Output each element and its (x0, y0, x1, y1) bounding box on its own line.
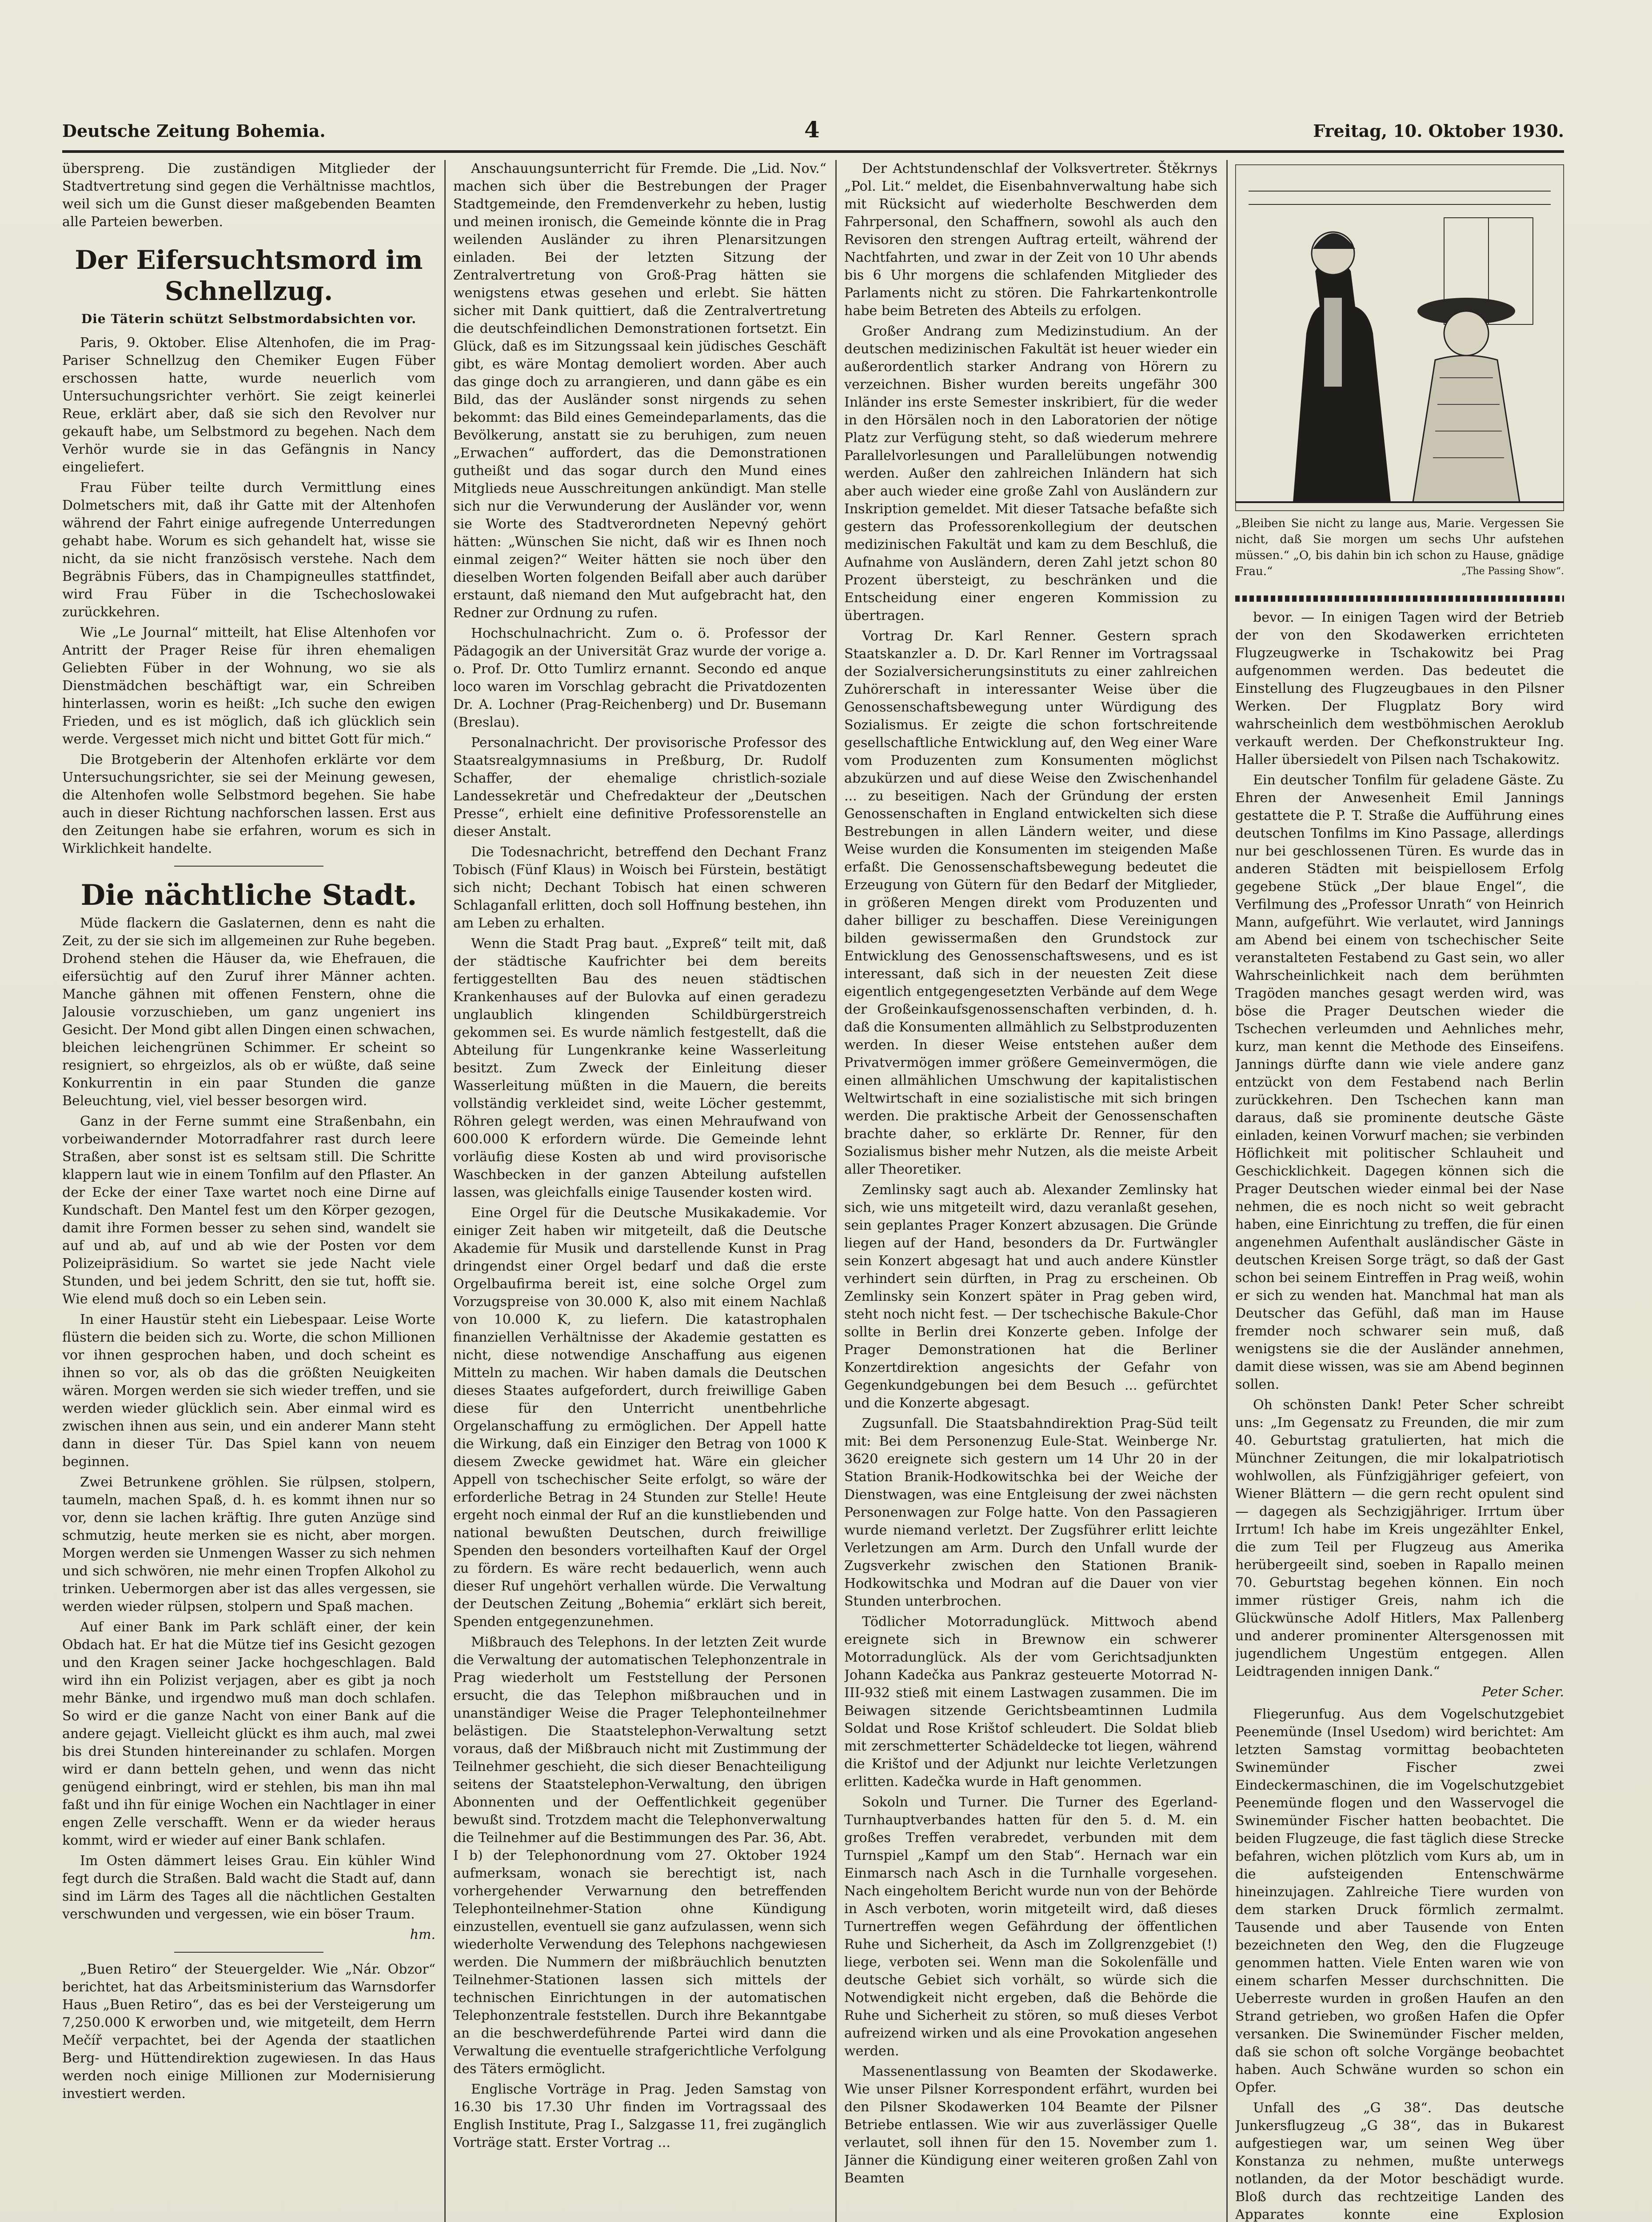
cartoon-illustration (1235, 164, 1564, 511)
paragraph: Fliegerunfug. Aus dem Vogelschutzgebiet Peenemünde (Insel Usedom) wird berichtet: Am letzten Samstag vormittag beobachteten Swinemünder Fischer zwei Eindeckermaschinen, die im Vogelschutzgebiet Peenemünde flogen und den Wasservogel die Swinemünder Fischer hatten beobachtet. Die beiden Flugzeuge, die fast täglich diese Strecke befahren, wichen plötzlich vom Kurs ab, um in die aufsteigenden Entenschwärme hineinzujagen. Zahlreiche Tiere wurden von dem starken Druck förmlich zermalmt. Tausende und aber Tausende von Enten bezeichneten den Weg, den die Flugzeuge genommen hatten. Viele Enten waren wie von einem scharfen Messer durchschnitten. Die Ueberreste wurden in großen Haufen an den Strand getrieben, wo großen Hafen die Opfer versanken. Die Swinemünder Fischer melden, daß sie schon oft solche Vorgänge beobachtet haben. Auch Schwäne wurden so schon ein Opfer. (1235, 1706, 1564, 2095)
paragraph: Tödlicher Motorradunglück. Mittwoch abend ereignete sich in Brewnow ein schwerer Motorradunglück. Als der vom Gerichtsadjunkten Johann Kadečka aus Pankraz gesteuerte Motorrad N-III-932 stieß mit einem Lastwagen zusammen. Die im Beiwagen sitzende Gerichtsbeamtinnen Ludmila Soldat und Rose Krištof schleudert. Die Soldat blieb mit zerschmetterter Schädeldecke tot liegen, während die Krištof und der Adjunkt nur leichte Verletzungen erlitten. Kadečka wurde in Haft genommen. (844, 1614, 1217, 1790)
paragraph: Zemlinsky sagt auch ab. Alexander Zemlinsky hat sich, wie uns mitgeteilt wird, dazu veranlaßt gesehen, sein geplantes Prager Konzert abzusagen. Die Gründe liegen auf der Hand, besonders da Dr. Furtwängler sein Konzert abgesagt hat und auch andere Künstler verhindert sein dürften, in Prag zu erscheinen. Ob Zemlinsky sein Konzert später in Prag geben wird, steht noch nicht fest. — Der tschechische Bakule-Chor sollte in Berlin drei Konzerte geben. Infolge der Prager Demonstrationen hat die Berliner Konzertdirektion angesichts der Gefahr von Gegenkundgebungen bei dem Besuch ... gefürchtet und die Konzerte abgesagt. (844, 1182, 1217, 1411)
article-intro: überspreng. Die zuständigen Mitglieder der Stadtvertretung sind gegen die Verhältnisse machtlos, weil sich um die Gunst dieser maßgebenden Beamten alle Parteien bewerben. (62, 161, 435, 230)
paragraph: Im Osten dämmert leises Grau. Ein kühler Wind fegt durch die Straßen. Bald wacht die Stadt auf, dann sind im Lärm des Tages all die nächtlichen Gestalten verschwunden und vergessen, wie ein böser Traum. (62, 1853, 435, 1922)
paragraph: Ganz in der Ferne summt eine Straßenbahn, ein vorbeiwandernder Motorradfahrer rast durch leere Straßen, aber sonst ist es seltsam still. Die Schritte klappern laut wie in einem Tonfilm auf den Pflaster. An der Ecke der einer Taxe wartet noch eine Dirne auf Kundschaft. Den Mantel fest um den Körper gezogen, damit ihre Formen besser zu sehen sind, wandelt sie auf und ab, auf und ab wie der Posten vor dem Polizeipräsidium. So wartet sie jede Nacht viele Stunden, und bei jedem Schritt, den sie tut, hofft sie. Wie elend muß doch so ein Leben sein. (62, 1114, 435, 1307)
paragraph: Anschauungsunterricht für Fremde. Die „Lid. Nov.“ machen sich über die Bestrebungen der Prager Stadtgemeinde, den Fremdenverkehr zu heben, lustig und meinen ironisch, die Gemeinde könnte die in Prag weilenden Ausländer zu ihren Plenarsitzungen einladen. Bei der letzten Sitzung der Zentralvertretung von Groß-Prag hätten sie wenigstens etwas gesehen und erlebt. Sie hätten sicher mit Dank quittiert, daß die Zentralvertretung die deutschfeindlichen Demonstrationen fortsetzt. Ein Glück, daß es im Sitzungssaal kein jüdisches Geschäft gibt, es wäre Montag demoliert worden. Aber auch das ginge doch zu arrangieren, und dann gäbe es ein Bild, das der Ausländer sonst nirgends zu sehen bekommt: das Bild eines Gemeindeparlaments, das die Bevölkerung, anstatt sie zu beruhigen, zum neuen „Erwachen“ auffordert, das die Demonstrationen gutheißt und das sogar durch den Mund eines Mitglieds neue Ausschreitungen ankündigt. Man stelle sich nur die Verwunderung der Ausländer vor, wenn sie Worte des Stadtverordneten Nepevný gehört hätten: „Wünschen Sie nicht, daß wir es Ihnen noch einmal zeigen?“ Weiter hätten sie noch über den dieselben Worten folgenden Beifall aber auch darüber erstaunt, daß niemand den Mut aufgebracht hat, den Redner zur Ordnung zu rufen. (453, 161, 826, 621)
column-separator (835, 160, 837, 2222)
author-signature: hm. (410, 1927, 435, 1942)
section-divider (174, 1952, 323, 1953)
paragraph: Der Achtstundenschlaf der Volksvertreter. Štěkrnys „Pol. Lit.“ meldet, die Eisenbahnverwaltung habe sich mit Rücksicht auf wiederholte Beschwerden dem Fahrpersonal, den Schaffnern, sowohl als auch den Revisoren den strengen Auftrag erteilt, während der Nachtfahrten, und zwar in der Zeit von 10 Uhr abends bis 6 Uhr morgens die schlafenden Mitglieder des Parlaments nicht zu stören. Die Fahrkartenkontrolle habe beim Betreten des Abteils zu erfolgen. (844, 161, 1217, 319)
paragraph: Englische Vorträge in Prag. Jeden Samstag von 16.30 bis 17.30 Uhr finden im Vortragssaal des English Institute, Prag I., Salzgasse 11, frei zugänglich Vorträge statt. Erster Vortrag ... (453, 2082, 826, 2150)
masthead (62, 116, 1564, 148)
paragraph: Paris, 9. Oktober. Elise Altenhofen, die im Prag-Pariser Schnellzug den Chemiker Eugen Füber erschossen hatte, wurde neuerlich vom Untersuchungsrichter verhört. Sie zeigt keinerlei Reue, erklärt aber, daß sie sich den Revolver nur gekauft habe, um Selbstmord zu begehen. Nach dem Verhör wurde sie in das Gefängnis in Nancy eingeliefert. (62, 335, 435, 475)
headline-naechtliche-stadt: Die nächtliche Stadt. (80, 879, 417, 912)
paragraph: Unfall des „G 38“. Das deutsche Junkersflugzeug „G 38“, das in Bukarest aufgestiegen war, um seinen Weg über Konstanza zu nehmen, mußte unterwegs notlanden, da der Motor beschädigt wurde. Bloß durch das rechtzeitige Landen des Apparates konnte eine Explosion (1235, 2100, 1564, 2222)
paragraph: Müde flackern die Gaslaternen, denn es naht die Zeit, zu der sie sich im allgemeinen zur Ruhe begeben. Drohend stehen die Häuser da, wie Ehefrauen, die eifersüchtig auf den Zuruf ihrer Männer achten. Manche gähnen mit offenen Fenstern, ohne die Jalousie vorzuschieben, um ganz ungeniert ins Gesicht. Der Mond gibt allen Dingen einen schwachen, bleichen leichengrünen Schimmer. Er scheint so resigniert, so ehrgeizlos, als ob er wüßte, daß seine Konkurrentin in ein paar Stunden die ganze Beleuchtung, viel, viel besser besorgen wird. (62, 915, 435, 1109)
paragraph: Ein deutscher Tonfilm für geladene Gäste. Zu Ehren der Anwesenheit Emil Jannings gestattete die P. T. Straße die Aufführung eines deutschen Tonfilms im Kino Passage, allerdings nur bei geschlossenen Türen. Es wurde das in anderen Städten mit beispiellosem Erfolg gegebene Stück „Der blaue Engel“, die Verfilmung des „Professor Unrath“ von Heinrich Mann, aufgeführt. Wie verlautet, wird Jannings am Abend bei einem von tschechischer Seite veranstalteten Festabend zu Gast sein, wo aller Wahrscheinlichkeit nach dem berühmten Tragöden manches gesagt werden wird, was böse die Prager Deutschen wieder die Tschechen verleumden und Aehnliches mehr, kurz, man kennt die Methode des Einseifens. Jannings dürfte dann wie viele andere ganz entzückt von dem Festabend nach Berlin zurückkehren. Den Tschechen kann man daraus, daß sie prominente deutsche Gäste einladen, keinen Vorwurf machen; sie verbinden Höflichkeit mit politischer Schlauheit und Geschicklichkeit. Dagegen können sich die Prager Deutschen wieder einmal bei der Nase nehmen, die es noch nicht so weit gebracht haben, eine Einrichtung zu treffen, die für einen angenehmen Aufenthalt ausländischer Gäste in deutschen Kreisen Sorge trägt, so daß der Gast schon bei seinem Eintreffen in Prag weiß, wohin er sich zu wenden hat. Manchmal hat man als Deutscher das Gefühl, daß man im Hause fremder noch schwarer sein muß, daß wenigstens sie die der Ausländer annehmen, damit diese wissen, was sie am Abend beginnen sollen. (1235, 772, 1564, 1392)
section-divider (174, 866, 323, 867)
paragraph: Oh schönsten Dank! Peter Scher schreibt uns: „Im Gegensatz zu Freunden, die mir zum 40. Geburtstag gratulierten, hat mich die Münchner Zeitungen, die mir lokalpatriotisch wohlwollen, als Fünfzigjähriger gefeiert, von Wiener Blättern — die gern recht opulent sind — dagegen als Sechzigjähriger. Irrtum über Irrtum! Ich habe im Kreis ungezählter Enkel, die zum Teil per Flugzeug aus Amerika herübergeeilt sind, soeben in Rapallo meinen 70. Geburtstag begehen können. Ein noch immer rüstiger Greis, nahm ich die Glückwünsche Adolf Hitlers, Max Pallenberg und anderer prominenter Altersgenossen mit jugendlichem Ungestüm entgegen. Allen Leidtragenden innigen Dank.“ (1235, 1397, 1564, 1679)
column-4 (1235, 609, 1564, 2222)
paragraph: bevor. — In einigen Tagen wird der Betrieb der von den Skodawerken errichteten Flugzeugwerke in Tschakowitz bei Prag aufgenommen werden. Das bedeutet die Einstellung des Flugzeugbaues in den Pilsner Werken. Der Flugplatz Bory wird wahrscheinlich dem westböhmischen Aeroklub verkauft werden. Der Chefkonstrukteur Ing. Haller übersiedelt von Pilsen nach Tschakowitz. (1235, 610, 1564, 767)
caption-source: „The Passing Show“. (1461, 566, 1564, 577)
paragraph: Auf einer Bank im Park schläft einer, der kein Obdach hat. Er hat die Mütze tief ins Gesicht gezogen und den Kragen seiner Jacke hochgeschlagen. Bald wird ihn ein Polizist verjagen, aber es gibt ja noch mehr Bänke, und irgendwo muß man doch schlafen. So wird er die ganze Nacht von einer Bank auf die andere gejagt. Vielleicht glückt es ihm auch, mal zwei bis drei Stunden hintereinander zu schlafen. Morgen wird er dann betteln gehen, und wenn das nicht genügend einbringt, wird er stehlen, bis man ihn mal faßt und ihn für einige Wochen ein Nachtlager in einer engen Zelle verschafft. Wenn er da wieder heraus kommt, wird er wieder auf einer Bank schlafen. (62, 1619, 435, 1848)
column-1 (62, 160, 435, 2222)
paragraph: Sokoln und Turner. Die Turner des Egerland-Turnhauptverbandes hatten für den 5. d. M. ein großes Treffen verabredet, verbunden mit dem Turnspiel „Kampf um den Stab“. Hernach war ein Einmarsch nach Asch in die Turnhalle vorgesehen. Nach eingeholtem Bericht wurde nun von der Behörde in Asch verboten, worin mitgeteilt wird, daß dieses Turnertreffen wegen Gefährdung der öffentlichen Ruhe und Sicherheit, da Asch im Zollgrenzgebiet (!) liege, verboten sei. Wenn man die Sokolenfälle und deutsche Gebiet sich vorhält, so würde sich die Notwendigkeit nicht ergeben, daß die Behörde die Ruhe und Sicherheit zu stören, so muß dieses Verbot aufreizend wirken und als eine Provokation angesehen werden. (844, 1794, 1217, 2059)
paragraph: Eine Orgel für die Deutsche Musikakademie. Vor einiger Zeit haben wir mitgeteilt, daß die Deutsche Akademie für Musik und darstellende Kunst in Prag dringendst einer Orgel bedarf und daß die erste Orgelbaufirma bereit ist, eine solche Orgel zum Vorzugspreise von 30.000 K, also mit einem Nachlaß von 10.000 K, zu liefern. Die katastrophalen finanziellen Verhältnisse der Akademie gestatten es nicht, diese notwendige Anschaffung aus eigenen Mitteln zu machen. Wir haben damals die Deutschen dieses Staates aufgefordert, durch freiwillige Gaben diese für den Unterricht unentbehrliche Orgelanschaffung zu ermöglichen. Der Appell hatte die Wirkung, daß ein Einziger den Betrag von 1000 K diesem Zwecke gewidmet hat. Wäre ein gleicher Appell von tschechischer Seite erfolgt, so wäre der erforderliche Betrag in 24 Stunden zur Stelle! Heute ergeht noch einmal der Ruf an die kunstliebenden und national bewußten Deutschen, durch freiwillige Spenden den besonders vorteilhaften Kauf der Orgel zu fördern. Es wäre recht bedauerlich, wenn auch dieser Ruf ungehört verhallen würde. Die Verwaltung der Deutschen Zeitung „Bohemia“ erklärt sich bereit, Spenden entgegenzunehmen. (453, 1205, 826, 1630)
issue-date: Freitag, 10. Oktober 1930. (1313, 121, 1564, 141)
paragraph: Personalnachricht. Der provisorische Professor des Staatsrealgymnasiums in Preßburg, Dr. Rudolf Schaffer, der ehemalige christlich-soziale Landessekretär und Chefredakteur der „Deutschen Presse“, erhielt eine definitive Professorenstelle an dieser Anstalt. (453, 735, 826, 839)
subheadline-eifersuchtsmord: Die Täterin schützt Selbstmordabsichten vor. (81, 312, 417, 326)
paragraph: Vortrag Dr. Karl Renner. Gestern sprach Staatskanzler a. D. Dr. Karl Renner im Vortragssaal der Sozialversicherungsinstituts zu einer zahlreichen Zuhörerschaft in interessanter Weise über die Genossenschaftsbewegung unter Würdigung des Sozialismus. Er zeigte die schon fortschreitende gesellschaftliche Entwicklung auf, den Weg einer Ware vom Produzenten zum Konsumenten möglichst abzukürzen und auf diese Weise den Zwischenhandel ... zu beseitigen. Nach der Gründung der ersten Genossenschaften in England entwickelten sich diese Bestrebungen in allen Ländern weiter, und diese Weise wurden die Konsumenten im steigenden Maße erfaßt. Die Genossenschaftsbewegung bedeutet die Erzeugung von Gütern für den Bedarf der Mitglieder, in größeren Mengen direkt vom Produzenten und daher billiger zu beschaffen. Diese Vereinigungen bilden gewissermaßen den Grundstock zur Entwicklung des Genossenschaftswesens, und es ist interessant, daß sich in der neuesten Zeit diese eigentlich entgegengesetzten Verbände auf dem Wege der Großeinkaufsgenossenschaften verbinden, d. h. daß die Konsumenten allmählich zu Selbstproduzenten werden. In dieser Weise entstehen außer dem Privatvermögen immer größere Gemeinvermögen, die einen allmählichen Umschwung der kapitalistischen Weltwirtschaft in eine sozialistische mit sich bringen werden. Die praktische Arbeit der Genossenschaften brachte daher, so erklärte Dr. Renner, für den Sozialismus bisher mehr Nutzen, als die meiste Arbeit aller Theoretiker. (844, 628, 1217, 1177)
column-separator (444, 160, 446, 2222)
paragraph: Hochschulnachricht. Zum o. ö. Professor der Pädagogik an der Universität Graz wurde der vorige a. o. Prof. Dr. Otto Tumlirz ernannt. Secondo ed anque loco waren im Vorschlag gebracht die Privatdozenten Dr. A. Lochner (Prag-Reichenberg) und Dr. Busemann (Breslau). (453, 626, 826, 730)
author-signature: Peter Scher. (1481, 1684, 1564, 1700)
paragraph: Wie „Le Journal“ mitteilt, hat Elise Altenhofen vor Antritt der Prager Reise für ihren ehemaligen Geliebten Füber in der Wohnung, wo sie als Dienstmädchen beschäftigt war, ein Schreiben hinterlassen, worin es heißt: „Ich suche den ewigen Frieden, und es ist möglich, daß ich glücklich sein werde. Vergesset mich nicht und bittet Gott für mich.“ (62, 625, 435, 747)
paragraph: Massenentlassung von Beamten der Skodawerke. Wie unser Pilsner Korrespondent erfährt, wurden bei den Pilsner Skodawerken 104 Beamte der Pilsner Betriebe entlassen. Wie wir aus zuverlässiger Quelle verlautet, soll ihnen für den 15. November zum 1. Jänner die Kündigung einer weiteren großen Zahl von Beamten (844, 2064, 1217, 2186)
paragraph: Wenn die Stadt Prag baut. „Expreß“ teilt mit, daß der städtische Kaufrichter bei dem bereits fertiggestellten Bau des neuen städtischen Krankenhauses auf der Bulovka auf einen geradezu unglaublich klingenden Schildbürgerstreich gekommen sei. Es wurde nämlich festgestellt, daß die Abteilung für Lungenkranke keine Wasserleitung besitzt. Zum Zweck der Einleitung dieser Wasserleitung müßten in die Mauern, die bereits vollständig verkleidet sind, weite Löcher gestemmt, Röhren gelegt werden, was einen Mehraufwand von 600.000 K erfordern würde. Die Gemeinde lehnt vorläufig diese Kosten ab und wird provisorische Waschbecken in der ganzen Abteilung aufstellen lassen, was gleichfalls einige Tausender kosten wird. (453, 936, 826, 1200)
column-2 (453, 160, 826, 2222)
column-3 (844, 160, 1217, 2222)
paragraph: Mißbrauch des Telephons. In der letzten Zeit wurde die Verwaltung der automatischen Telephonzentrale in Prag wiederholt um Feststellung der Personen ersucht, die das Telephon mißbrauchen und in unanständiger Weise die Prager Telephonteilnehmer belästigen. Die Staatstelephon-Verwaltung setzt voraus, daß der Mißbrauch nicht mit Zustimmung der Teilnehmer geschieht, die sich dieser Benachteiligung seitens der Staatstelephon-Verwaltung, den übrigen Abonnenten und der Oeffentlichkeit gegenüber bewußt sind. Trotzdem macht die Telephonverwaltung die Teilnehmer auf die Bestimmungen des Par. 36, Abt. I b) der Telephonordnung vom 27. Oktober 1924 aufmerksam, wonach sie berechtigt ist, nach vorhergehender Verwarnung den betreffenden Telephonteilnehmer-Station ohne Kündigung einzustellen, eventuell sie ganz aufzulassen, wenn sich wiederholte Verwendung des Telephons nachgewiesen werden. Die Nummern der mißbräuchlich benutzten Teilnehmer-Stationen lassen sich mittels der technischen Einrichtungen in der automatischen Telephonzentrale feststellen. Durch ihre Bekanntgabe an die beschwerdeführende Partei wird dann die Verwaltung die eventuelle strafgerichtliche Verfolgung des Täters ermöglicht. (453, 1635, 826, 2077)
decorative-rule (1235, 595, 1564, 602)
column-separator (1226, 160, 1228, 2222)
paragraph: Zugsunfall. Die Staatsbahndirektion Prag-Süd teilt mit: Bei dem Personenzug Eule-Stat. Weinberge Nr. 3620 ereignete sich gestern um 14 Uhr 20 in der Station Branik-Hodkowitschka bei der Weiche der Dienstwagen, was eine Entgleisung der zwei nächsten Personenwagen zur Folge hatte. Von den Passagieren wurde niemand verletzt. Der Zugsführer erlitt leichte Verletzungen am Arm. Durch den Unfall wurde der Zugsverkehr zwischen den Stationen Branik-Hodkowitschka und Modran auf die Dauer von vier Stunden unterbrochen. (844, 1416, 1217, 1609)
paragraph: Großer Andrang zum Medizinstudium. An der deutschen medizinischen Fakultät ist heuer wieder ein außerordentlich starker Andrang von Hörern zu verzeichnen. Bisher wurden bereits ungefähr 300 Inländer ins erste Semester inskribiert, für die weder in den Hörsälen noch in den Laboratorien der nötige Platz zur Verfügung steht, so daß wiederum mehrere Parallelvorlesungen und Parallelübungen notwendig werden. Außer den zahlreichen Inländern hat sich aber auch wieder eine große Zahl von Ausländern zur Inskription gemeldet. Mit dieser Tatsache befaßte sich gestern das Professorenkollegium der deutschen medizinischen Fakultät und kam zu dem Beschluß, die Aufnahme von Ausländern, deren Zahl jetzt schon 80 Prozent übersteigt, zu beschränken und die Entscheidung einer engeren Kommission zu übertragen. (844, 324, 1217, 623)
paper-name: Deutsche Zeitung Bohemia. (62, 121, 326, 141)
page-number: 4 (804, 116, 820, 143)
paragraph: „Buen Retiro“ der Steuergelder. Wie „Nár. Obzor“ berichtet, hat das Arbeitsministerium das Warnsdorfer Haus „Buen Retiro“, das es bei der Versteigerung um 7,250.000 K erworben und, wie mitgeteilt, dem Herrn Mečíř verpachtet, bei der Agenda der staatlichen Berg- und Hüttendirektion zugewiesen. In das Haus werden noch einige Millionen zur Modernisierung investiert werden. (62, 1962, 435, 2102)
cartoon-caption (1235, 516, 1564, 591)
caption-text: „Bleiben Sie nicht zu lange aus, Marie. Vergessen Sie nicht, daß Sie morgen um sechs Uhr aufstehen müssen.“ „O, bis dahin bin ich schon zu Hause, gnädige Frau.“ (1235, 517, 1564, 578)
paragraph: Zwei Betrunkene gröhlen. Sie rülpsen, stolpern, taumeln, machen Spaß, d. h. es kommt ihnen nur so vor, denn sie lachen kräftig. Ihre guten Anzüge sind schmutzig, heute merken sie es nicht, aber morgen. Morgen werden sie Unmengen Wasser zu sich nehmen und sich schwören, nie mehr einen Tropfen Alkohol zu trinken. Uebermorgen aber ist das alles vergessen, sie werden wieder rülpsen, stolpern und Spaß machen. (62, 1475, 435, 1615)
paragraph: Die Brotgeberin der Altenhofen erklärte vor dem Untersuchungsrichter, sie sei der Meinung gewesen, die Altenhofen wolle Selbstmord begehen. Sie habe auch in dieser Richtung nachforschen lassen. Erst aus den Zeitungen habe sie erfahren, worum es sich in Wirklichkeit handelte. (62, 752, 435, 856)
headline-eifersuchtsmord: Der Eifersuchtsmord im Schnellzug. (75, 245, 423, 306)
paragraph: Frau Füber teilte durch Vermittlung eines Dolmetschers mit, daß ihr Gatte mit der Altenhofen während der Fahrt einige aufregende Unterredungen gehabt habe. Worum es sich gehandelt hat, wisse sie nicht, da sie nicht französisch verstehe. Nach dem Begräbnis Fübers, das in Champigneulles stattfindet, wird Frau Füber in die Tschechoslowakei zurückkehren. (62, 480, 435, 620)
masthead-rule (62, 150, 1564, 153)
paragraph: In einer Haustür steht ein Liebespaar. Leise Worte flüstern die beiden sich zu. Worte, die schon Millionen vor ihnen gesprochen haben, und doch scheint es ihnen so vor, als ob das die größten Neuigkeiten wären. Morgen werden sie sich wieder treffen, und sie werden wieder glücklich sein. Aber einmal wird es zwischen ihnen aus sein, und ein anderer Mann steht dann in dieser Tür. Das Spiel kann von neuem beginnen. (62, 1312, 435, 1470)
paragraph: Die Todesnachricht, betreffend den Dechant Franz Tobisch (Fünf Klaus) in Woisch bei Fürstein, bestätigt sich nicht; Dechant Tobisch hat einen schweren Schlaganfall erlitten, doch soll Hoffnung bestehen, ihn am Leben zu erhalten. (453, 844, 826, 931)
